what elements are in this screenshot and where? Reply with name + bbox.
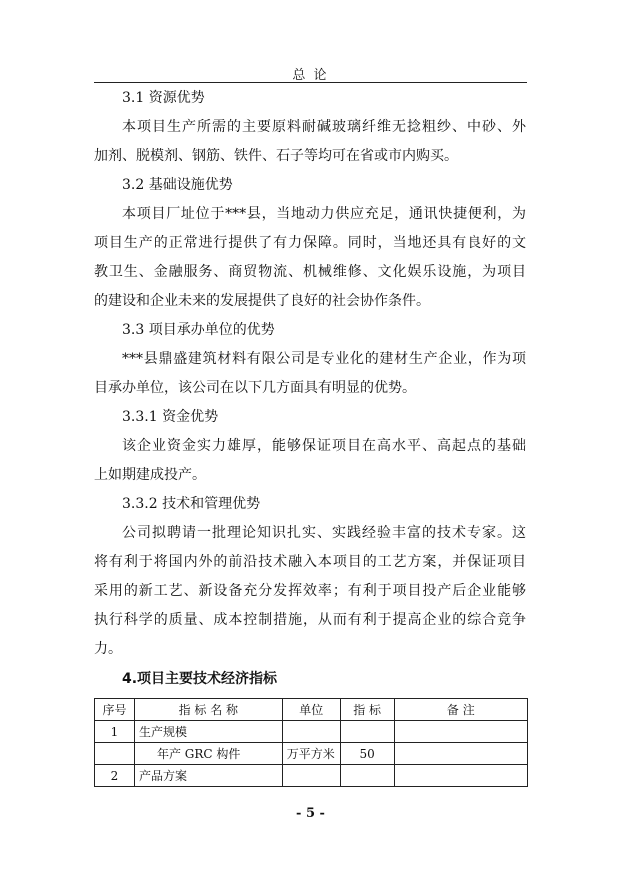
page-number: - 5 -: [296, 806, 325, 821]
document-body: [94, 84, 526, 787]
table-cell: [95, 743, 135, 765]
header-divider: [94, 82, 527, 83]
paragraph-line: ***县鼎盛建筑材料有限公司是专业化的建材生产企业，作为项: [122, 351, 526, 367]
table-header-cell: 指 标: [340, 699, 394, 721]
table-cell: 万平方米: [282, 743, 340, 765]
paragraph-line: 加剂、脱模剂、钢筋、铁件、石子等均可在省或市内购买。: [94, 148, 458, 164]
table-header-row: [95, 699, 528, 721]
table-header-cell: 备 注: [394, 699, 527, 721]
paragraph-line: 力。: [94, 641, 122, 657]
paragraph-line: 本项目生产所需的主要原料耐碱玻璃纤维无捻粗纱、中砂、外: [122, 119, 526, 135]
table-cell: [282, 721, 340, 743]
table-cell: [340, 765, 394, 787]
paragraph-line: 教卫生、金融服务、商贸物流、机械维修、文化娱乐设施，为项目: [94, 264, 526, 280]
paragraph-line: 本项目厂址位于***县，当地动力供应充足，通讯快捷便利，为: [122, 206, 526, 222]
table-cell: 1: [95, 721, 135, 743]
paragraph-line: 执行科学的质量、成本控制措施，从而有利于提高企业的综合竞争: [94, 612, 526, 628]
table-cell: [394, 721, 527, 743]
table-header-cell: 序号: [95, 699, 135, 721]
paragraph-line: 目承办单位，该公司在以下几方面具有明显的优势。: [94, 380, 416, 396]
table-cell: 年产 GRC 构件: [134, 743, 282, 765]
table-cell: 产品方案: [134, 765, 282, 787]
section-3-3-1-heading: 3.3.1 资金优势: [122, 409, 219, 425]
section-4-heading: 4.项目主要技术经济指标: [122, 671, 278, 687]
section-3-3-heading: 3.3 项目承办单位的优势: [122, 322, 275, 338]
page-header-title: 总 论: [292, 68, 329, 83]
section-3-2-heading: 3.2 基础设施优势: [122, 177, 233, 193]
table-header-cell: 单位: [282, 699, 340, 721]
table-cell: [340, 721, 394, 743]
table-cell: 50: [340, 743, 394, 765]
table-cell: [394, 743, 527, 765]
paragraph-line: 上如期建成投产。: [94, 467, 206, 483]
section-3-1-heading: 3.1 资源优势: [122, 90, 205, 106]
table-cell: [282, 765, 340, 787]
section-3-3-2-heading: 3.3.2 技术和管理优势: [122, 496, 261, 512]
paragraph-line: 该企业资金实力雄厚，能够保证项目在高水平、高起点的基础: [122, 438, 526, 454]
table-row: [95, 765, 528, 787]
table-row: [95, 721, 528, 743]
paragraph-line: 采用的新工艺、新设备充分发挥效率；有利于项目投产后企业能够: [94, 583, 526, 599]
table-cell: 2: [95, 765, 135, 787]
paragraph-line: 的建设和企业未来的发展提供了良好的社会协作条件。: [94, 293, 430, 309]
table-cell: 生产规模: [134, 721, 282, 743]
table-header-cell: 指 标 名 称: [134, 699, 282, 721]
paragraph-line: 将有利于将国内外的前沿技术融入本项目的工艺方案，并保证项目: [94, 554, 526, 570]
paragraph-line: 公司拟聘请一批理论知识扎实、实践经验丰富的技术专家。这: [122, 525, 526, 541]
table-row: [95, 743, 528, 765]
indicator-table: [94, 698, 528, 787]
paragraph-line: 项目生产的正常进行提供了有力保障。同时，当地还具有良好的文: [94, 235, 526, 251]
table-cell: [394, 765, 527, 787]
